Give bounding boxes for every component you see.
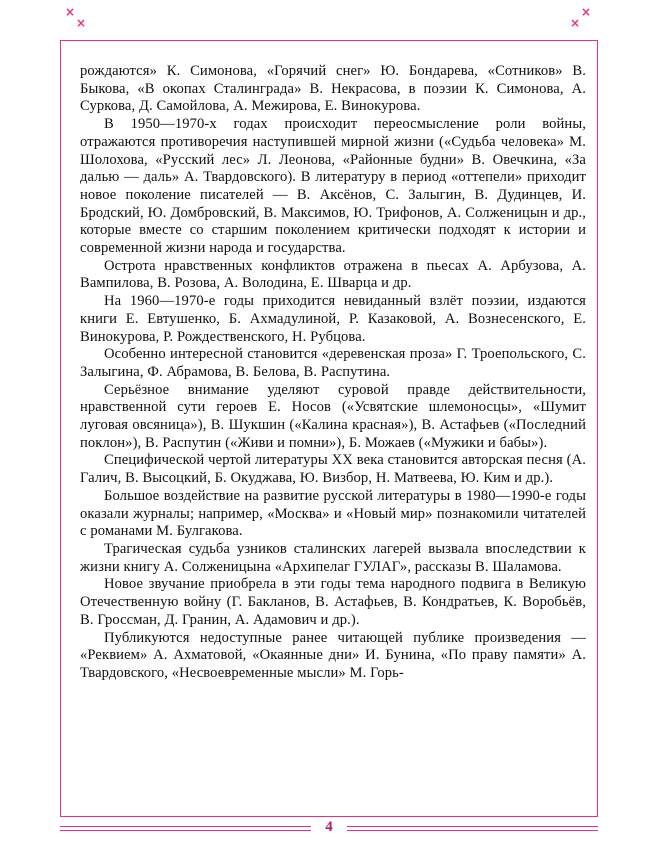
page-number: 4: [325, 819, 333, 835]
paragraph: Трагическая судьба узников сталинских лагерей вызвала впоследствии к жизни книгу А. Солженицына «Архипелаг ГУЛАГ», рассказы В. Шаламова.: [80, 540, 586, 575]
footer-rule-right: [347, 826, 598, 831]
x-ornament-icon: ×: [76, 16, 87, 30]
paragraph: Особенно интересной становится «деревенская проза» Г. Троепольского, С. Залыгина, Ф. Абрамова, В. Белова, В. Распутина.: [80, 346, 586, 380]
paragraph: На 1960—1970-е годы приходится невиданный взлёт поэзии, издаются книги Е. Евтушенко, Б. Ахмадулиной, Р. Казаковой, А. Вознесенского, Е. Винокурова, Р. Рождественского, Н. Рубцова.: [80, 293, 586, 345]
paragraph: Серьёзное внимание уделяют суровой правде действительности, нравственной сути героев Е. Носов («Усвятские шлемоносцы», «Шумит луговая овсяница»), В. Шукшин («Калина красная»), В. Астафьев («Последний поклон»), В. Распутин («Живи и помни»), Б. Можаев («Мужики и бабы»).: [80, 381, 586, 451]
paragraph: Новое звучание приобрела в эти годы тема народного подвига в Великую Отечественную войну (Г. Бакланов, В. Астафьев, В. Кондратьев, К. Воробьёв, В. Гроссман, Д. Гранин, А. Адамович и др.).: [80, 576, 586, 628]
paragraph: Специфической чертой литературы XX века становится авторская песня (А. Галич, В. Высоцкий, Б. Окуджава, Ю. Визбор, Н. Матвеева, Ю. Ким и др.).: [80, 452, 586, 487]
paragraph: рождаются» К. Симонова, «Горячий снег» Ю. Бондарева, «Сотников» В. Быкова, «В окопах Сталинграда» В. Некрасова, в поэзии К. Симонова, А. Суркова, Д. Самойлова, А. Межирова, Е. Винокурова.: [80, 63, 586, 115]
x-ornament-icon: ×: [581, 5, 592, 19]
footer-pagination: [60, 820, 598, 837]
footer-rule-left: [60, 826, 311, 831]
paragraph: Публикуются недоступные ранее читающей публике произведения — «Реквием» А. Ахматовой, «Окаянные дни» И. Бунина, «По праву памяти» А. Твардовского, «Несвоевременные мысли» М. Горь-: [80, 629, 586, 681]
paragraph: В 1950—1970-х годах происходит переосмысление роли войны, отражаются противоречия наступившей мирной жизни («Судьба человека» М. Шолохова, «Русский лес» Л. Леонова, «Районные будни» В. Овечкина, «За далью — даль» А. Твардовского). В литературу в период «оттепели» приходит новое поколение писателей — В. Аксёнов, С. Залыгин, В. Дудинцев, И. Бродский, Ю. Домбровский, В. Максимов, Ю. Трифонов, А. Солженицын и др., которые вместе со старшим поколением критически подходят к истории и современной жизни народа и государства.: [80, 116, 586, 257]
x-ornament-icon: ×: [570, 16, 581, 30]
x-ornament-icon: ×: [65, 5, 76, 19]
body-text: [80, 63, 586, 683]
paragraph: Большое воздействие на развитие русской литературы в 1980—1990-е годы оказали журналы; например, «Москва» и «Новый мир» познакомили читателей с романами М. Булгакова.: [80, 487, 586, 540]
paragraph: Острота нравственных конфликтов отражена в пьесах А. Арбузова, А. Вампилова, В. Розова, А. Володина, Е. Шварца и др.: [80, 257, 586, 292]
